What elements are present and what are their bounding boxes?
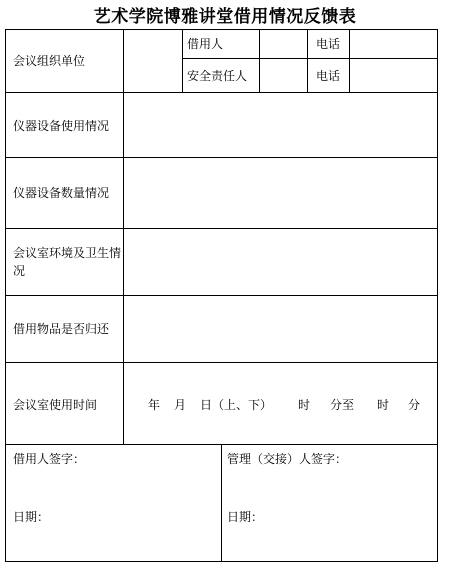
borrower-signature-label: 借用人签字：: [13, 452, 86, 466]
phone-label: 电话: [316, 37, 341, 51]
form-title: 艺术学院博雅讲堂借用情况反馈表: [93, 7, 357, 27]
environment-hygiene-field[interactable]: [124, 229, 437, 295]
items-returned-label: 借用物品是否归还: [13, 322, 110, 336]
time-day-label: 日（上、下）: [200, 398, 273, 412]
time-minute-label: 分: [408, 398, 421, 412]
items-returned-field[interactable]: [124, 296, 437, 362]
equipment-usage-label: 仪器设备使用情况: [13, 119, 110, 133]
time-hour-label: 时: [377, 398, 390, 412]
safety-officer-field[interactable]: [260, 59, 307, 92]
org-unit-field[interactable]: [124, 30, 182, 92]
manager-signature-label: 管理（交接）人签字：: [227, 452, 348, 466]
environment-hygiene-label: 会议室环境及卫生情况: [13, 246, 122, 278]
table-border-right: [437, 29, 438, 562]
time-year-label: 年: [148, 398, 161, 412]
safety-officer-phone-field[interactable]: [350, 59, 437, 92]
equipment-quantity-label: 仪器设备数量情况: [13, 186, 110, 200]
equipment-quantity-field[interactable]: [124, 158, 437, 228]
manager-signature-field[interactable]: [350, 445, 437, 561]
time-month-label: 月: [174, 398, 187, 412]
equipment-usage-field[interactable]: [124, 93, 437, 157]
table-border-left: [5, 29, 6, 562]
signature-divider: [221, 444, 222, 562]
usage-time-label: 会议室使用时间: [13, 398, 98, 412]
col-divider: [182, 29, 183, 93]
time-minute-to-label: 分至: [330, 398, 355, 412]
time-hour-label: 时: [298, 398, 311, 412]
borrower-phone-field[interactable]: [350, 30, 437, 58]
usage-time-field[interactable]: [124, 363, 437, 444]
col-divider: [307, 29, 308, 93]
borrower-field[interactable]: [260, 30, 307, 58]
phone-label: 电话: [316, 69, 341, 83]
safety-officer-label: 安全责任人: [187, 69, 248, 83]
borrower-date-label: 日期：: [13, 510, 50, 524]
manager-date-label: 日期：: [227, 510, 264, 524]
borrower-label: 借用人: [187, 37, 224, 51]
borrower-signature-field[interactable]: [90, 445, 220, 561]
org-unit-label: 会议组织单位: [13, 54, 86, 68]
